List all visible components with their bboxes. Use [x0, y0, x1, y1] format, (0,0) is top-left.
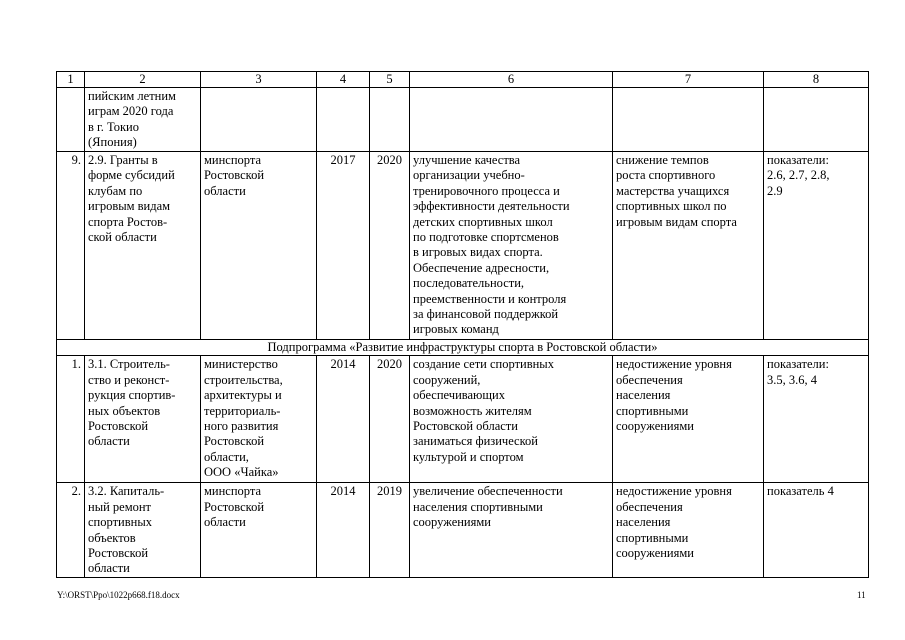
cell-line: клубам по: [88, 183, 143, 198]
header-cell: 1: [57, 72, 85, 88]
page-number: 11: [857, 590, 866, 600]
cell-line: спортивными: [616, 530, 689, 545]
cell-line: Ростовской: [88, 419, 149, 434]
cell-line: минспорта: [204, 153, 262, 167]
cell-line: снижение темпов: [616, 153, 709, 167]
cell-line: ООО «Чайка»: [204, 465, 279, 480]
indicator-cell: [764, 356, 869, 483]
consequence-cell: [613, 356, 764, 483]
cell-line: за финансовой поддержкой: [413, 307, 559, 322]
indicator-cell: [764, 88, 869, 152]
subprogram-title: Подпрограмма «Развитие инфраструктуры спорта в Ростовской области»: [57, 340, 869, 356]
cell-line: спортивных: [88, 515, 152, 530]
indicator-cell: [764, 152, 869, 340]
cell-line: недостижение уровня: [616, 484, 732, 499]
measure-cell: [85, 356, 201, 483]
cell-line: 3.5, 3.6, 4: [767, 372, 817, 387]
cell-line: в г. Токио: [88, 119, 139, 134]
start-year-cell: [317, 88, 370, 152]
measure-cell: [85, 88, 201, 152]
footer-file-path: Y:\ORST\Ppo\1022p668.f18.docx: [57, 590, 180, 600]
consequence-cell: [613, 152, 764, 340]
end-year-cell: 2019: [370, 483, 410, 578]
cell-line: форме субсидий: [88, 168, 175, 183]
header-cell: 6: [410, 72, 613, 88]
cell-line: ных объектов: [88, 403, 161, 418]
result-cell: [410, 88, 613, 152]
section-row: [57, 340, 869, 356]
end-year-cell: [370, 88, 410, 152]
cell-line: сооружениями: [616, 546, 694, 561]
cell-line: объектов: [88, 530, 136, 545]
cell-line: организации учебно-: [413, 168, 525, 183]
cell-line: обеспечения: [616, 499, 683, 514]
table-row: [57, 356, 869, 483]
header-cell: 5: [370, 72, 410, 88]
cell-line: области: [204, 183, 246, 198]
cell-line: министерство: [204, 357, 278, 372]
indicator-cell: [764, 483, 869, 578]
cell-line: обеспечивающих: [413, 388, 505, 403]
cell-line: спортивными: [616, 403, 689, 418]
program-table: [56, 71, 869, 578]
cell-line: ской области: [88, 230, 157, 245]
cell-line: населения: [616, 388, 671, 403]
cell-line: Ростовской области: [413, 419, 518, 434]
cell-line: игровым видам: [88, 199, 171, 214]
cell-line: области: [204, 515, 246, 530]
cell-line: улучшение качества: [413, 153, 521, 167]
cell-line: возможность жителям: [413, 403, 532, 418]
cell-line: мастерства учащихся: [616, 183, 730, 198]
cell-line: области: [88, 434, 130, 449]
header-cell: 7: [613, 72, 764, 88]
cell-line: детских спортивных школ: [413, 214, 553, 229]
measure-cell: [85, 483, 201, 578]
cell-line: спортивных школ по: [616, 199, 727, 214]
cell-line: строительства,: [204, 372, 283, 387]
cell-line: минспорта: [204, 484, 262, 499]
measure-cell: [85, 152, 201, 340]
cell-line: области: [88, 561, 130, 576]
executor-cell: [201, 88, 317, 152]
executor-cell: [201, 483, 317, 578]
cell-line: (Япония): [88, 135, 137, 150]
table-row: [57, 88, 869, 152]
cell-line: сооружениями: [413, 515, 491, 530]
cell-line: Обеспечение адресности,: [413, 260, 550, 275]
header-cell: 3: [201, 72, 317, 88]
header-cell: 2: [85, 72, 201, 88]
cell-line: Ростовской: [88, 546, 149, 561]
cell-line: ного развития: [204, 419, 279, 434]
cell-line: Ростовской: [204, 499, 265, 514]
cell-line: рукция спортив-: [88, 388, 176, 403]
cell-line: показатели:: [767, 357, 829, 372]
cell-line: заниматься физической: [413, 434, 538, 449]
start-year-cell: 2014: [317, 356, 370, 483]
start-year-cell: 2017: [317, 152, 370, 340]
cell-line: 2.6, 2.7, 2.8,: [767, 168, 830, 183]
cell-line: показатели:: [767, 153, 829, 167]
cell-line: ный ремонт: [88, 499, 152, 514]
cell-line: 2.9. Гранты в: [88, 153, 158, 167]
end-year-cell: 2020: [370, 152, 410, 340]
cell-line: игровых команд: [413, 322, 499, 337]
cell-line: территориаль-: [204, 403, 281, 418]
cell-line: по подготовке спортсменов: [413, 230, 559, 245]
cell-line: последовательности,: [413, 276, 525, 291]
cell-line: показатель 4: [767, 484, 834, 499]
cell-line: в игровых видах спорта.: [413, 245, 543, 260]
row-number-cell: [57, 88, 85, 152]
cell-line: архитектуры и: [204, 388, 282, 403]
cell-line: населения спортивными: [413, 499, 543, 514]
cell-line: преемственности и контроля: [413, 291, 567, 306]
table-row: [57, 152, 869, 340]
executor-cell: [201, 356, 317, 483]
row-number-cell: 2.: [57, 483, 85, 578]
cell-line: населения: [616, 515, 671, 530]
result-cell: [410, 356, 613, 483]
cell-line: сооружениями: [616, 419, 694, 434]
cell-line: создание сети спортивных: [413, 357, 554, 372]
cell-line: увеличение обеспеченности: [413, 484, 563, 499]
cell-line: сооружений,: [413, 372, 481, 387]
cell-line: тренировочного процесса и: [413, 183, 560, 198]
cell-line: спорта Ростов-: [88, 214, 168, 229]
cell-line: ство и реконст-: [88, 372, 170, 387]
header-cell: 4: [317, 72, 370, 88]
row-number-cell: 1.: [57, 356, 85, 483]
result-cell: [410, 152, 613, 340]
cell-line: 3.1. Строитель-: [88, 357, 170, 372]
end-year-cell: 2020: [370, 356, 410, 483]
consequence-cell: [613, 483, 764, 578]
header-cell: 8: [764, 72, 869, 88]
cell-line: пийским летним: [88, 89, 176, 103]
consequence-cell: [613, 88, 764, 152]
cell-line: Ростовской: [204, 434, 265, 449]
cell-line: роста спортивного: [616, 168, 716, 183]
table-row: [57, 483, 869, 578]
cell-line: культурой и спортом: [413, 449, 524, 464]
cell-line: Ростовской: [204, 168, 265, 183]
result-cell: [410, 483, 613, 578]
start-year-cell: 2014: [317, 483, 370, 578]
executor-cell: [201, 152, 317, 340]
cell-line: игровым видам спорта: [616, 214, 737, 229]
cell-line: 2.9: [767, 183, 783, 198]
cell-line: области,: [204, 449, 249, 464]
cell-line: недостижение уровня: [616, 357, 732, 372]
row-number-cell: 9.: [57, 152, 85, 340]
cell-line: обеспечения: [616, 372, 683, 387]
cell-line: эффективности деятельности: [413, 199, 570, 214]
table-header-row: [57, 72, 869, 88]
cell-line: 3.2. Капиталь-: [88, 484, 165, 499]
cell-line: играм 2020 года: [88, 104, 174, 119]
